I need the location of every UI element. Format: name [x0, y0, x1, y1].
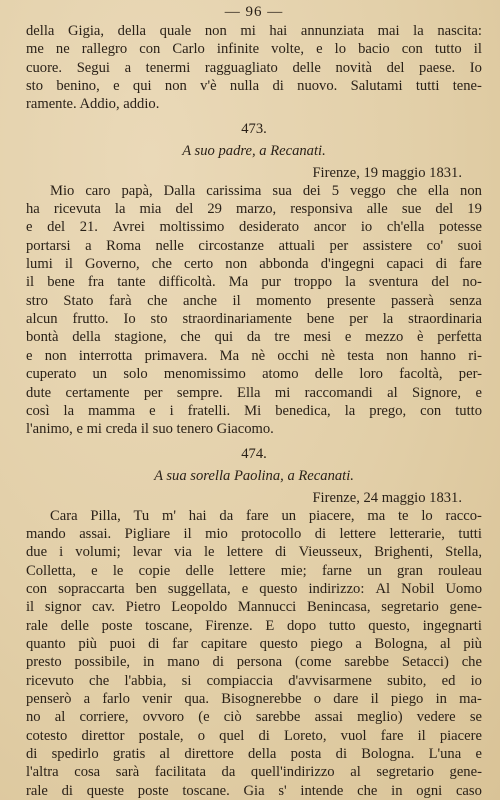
text-line: l'animo, e mi creda il suo tenero Giacomo.	[26, 421, 274, 438]
text-line: penserò a farlo venir qua. Bisognerebbe o dare il piego in ma-	[26, 690, 482, 707]
text-line: alcun frutto. Io sto straordinariamente bene per la straordinaria	[26, 311, 482, 328]
text-line: cuore. Segui a tenermi ragguagliato delle novità del paese. Io	[26, 59, 482, 76]
text-line: di spedirlo gratis al direttore della posta di Bologna. L'una e	[26, 746, 482, 762]
text-line: bontà della stagione, che qui da tre mesi e mezzo è perfetta	[26, 329, 482, 346]
letter-addressee: A sua sorella Paolina, a Recanati.	[154, 467, 354, 484]
text-line: ricevuto che l'abbia, si compiaccia d'avvisarmene subito, ed io	[26, 672, 482, 689]
text-line: cuperato un solo menomissimo atomo delle loro facoltà, per-	[26, 366, 482, 383]
text-line: con sopraccarta ben suggellata, e questo indirizzo: Al Nobil Uomo	[26, 580, 482, 597]
text-line: no al corriere, ovvoro (e ciò sarebbe assai meglio) vedere se	[26, 709, 482, 726]
text-line: mando assai. Pigliare il mio protocollo di lettere letterarie, tutti	[26, 525, 482, 542]
text-line: l'altra cosa sarà facilitata da quell'indirizzo al segretario gene-	[26, 764, 482, 781]
text-line: Cara Pilla, Tu m' hai da fare un piacere, ma te lo racco-	[50, 507, 482, 524]
text-line: portarsi a Roma nelle circostanze attuali per assistere co' suoi	[26, 237, 482, 254]
text-line: e non interrotta primavera. Ma nè occhi nè testa non hanno ri-	[26, 347, 482, 364]
text-line: della Gigia, della quale non mi hai annunziata mai la nascita:	[26, 23, 482, 39]
text-line: rale di queste poste toscane. Gia s' intende che in ogni caso	[26, 782, 482, 799]
text-line: rale delle poste toscane, Firenze. E dopo tutto questo, ingegnarti	[26, 617, 482, 634]
text-line: dute certamente per sempre. Ella mi raccomandi al Signore, e	[26, 384, 482, 401]
text-line: ramente. Addio, addio.	[26, 96, 160, 113]
page-number: — 96 —	[224, 4, 284, 20]
text-line: ha ricevuta la mia del 29 marzo, responsiva alle sue del 19	[26, 201, 482, 218]
letter-dateline: Firenze, 19 maggio 1831.	[312, 164, 462, 181]
text-line: il bene fra tante difficoltà. Ma pur troppo la sventura del no-	[26, 274, 482, 291]
text-line: così la mamma e i fratelli. Mi benedica, la prego, con tutto	[26, 402, 482, 419]
text-line: me ne rallegro con Carlo infinite volte, e lo bacio con tutto il	[26, 41, 482, 58]
letter-number: 474.	[241, 445, 267, 462]
text-line: Mio caro papà, Dalla carissima sua dei 5 veggo che ella non	[50, 182, 482, 199]
text-line: quanto più puoi di far capitare questo piego a Bologna, al più	[26, 635, 482, 652]
book-page	[26, 0, 482, 800]
text-line: e del 21. Avrei moltissimo desiderato ancor io ch'ella potesse	[26, 219, 482, 236]
text-line: cotesto direttor postale, o quel di Loreto, vuol fare il piacere	[26, 727, 482, 744]
text-line: stro Stato farà che anche il momento presente passerà senza	[26, 292, 482, 309]
letter-addressee: A suo padre, a Recanati.	[182, 142, 326, 159]
text-line: lumi il Governo, che certo non abbonda d'ingegni capaci di fare	[26, 256, 482, 273]
text-line: presto possibile, in mano di persona (come sarebbe Setacci) che	[26, 654, 482, 671]
text-line: due i volumi; levar via le lettere di Vieusseux, Brighenti, Stella,	[26, 544, 482, 561]
letter-body	[26, 182, 482, 439]
letter-body	[26, 507, 482, 800]
text-line: il signor cav. Pietro Leopoldo Mannucci Benincasa, segretario gene-	[26, 599, 482, 616]
letter-number: 473.	[241, 120, 267, 137]
paragraph-continued	[26, 22, 482, 114]
text-line: Colletta, e le copie delle lettere mie; farne un gran rouleau	[26, 562, 482, 579]
text-line: sto benino, e qui non v'è nulla di nuovo. Salutami tutti tene-	[26, 78, 482, 95]
letter-dateline: Firenze, 24 maggio 1831.	[312, 489, 462, 506]
